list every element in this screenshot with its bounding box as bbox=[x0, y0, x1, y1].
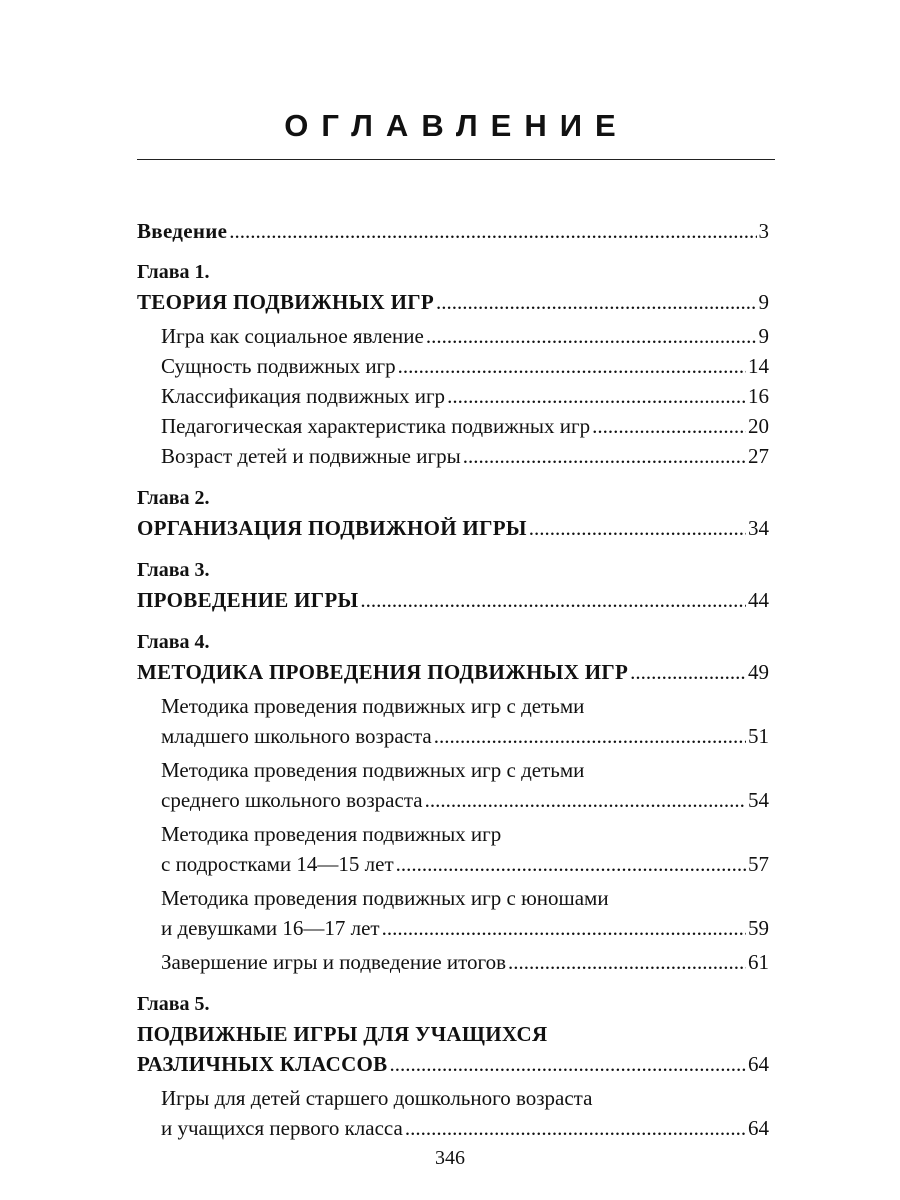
chapter-title: ТЕОРИЯ ПОДВИЖНЫХ ИГР bbox=[137, 290, 434, 314]
leader-dots bbox=[360, 585, 746, 615]
title-rule bbox=[137, 159, 775, 160]
toc-entry-line1: Методика проведения подвижных игр bbox=[161, 822, 502, 846]
chapter-label: Глава 1. bbox=[137, 261, 210, 283]
toc-entry-page: 64 bbox=[748, 1116, 769, 1140]
toc-entry-page: 3 bbox=[758, 219, 769, 243]
toc-entry-line2: с подростками 14—15 лет bbox=[161, 852, 394, 876]
chapter-page: 64 bbox=[748, 1052, 769, 1076]
chapter-page: 44 bbox=[748, 588, 769, 612]
toc-entry-page: 16 bbox=[748, 384, 769, 408]
chapter-page: 49 bbox=[748, 660, 769, 684]
toc-chapter-5 bbox=[137, 989, 769, 1143]
toc-entry-line2: и учащихся первого класса bbox=[161, 1116, 403, 1140]
leader-dots bbox=[508, 947, 746, 977]
toc-chapter-1 bbox=[137, 257, 769, 471]
chapter-title: ПРОВЕДЕНИЕ ИГРЫ bbox=[137, 588, 359, 612]
toc-entry-line1: Методика проведения подвижных игр с детьми bbox=[161, 694, 585, 718]
toc-entry[interactable] bbox=[137, 947, 769, 977]
leader-dots bbox=[382, 913, 746, 943]
toc-entry-label: Введение bbox=[137, 219, 228, 243]
toc-entry-label: Классификация подвижных игр bbox=[161, 384, 446, 408]
toc-entry-line2: среднего школьного возраста bbox=[161, 788, 423, 812]
chapter-label: Глава 3. bbox=[137, 559, 210, 581]
toc-entry-line1: Методика проведения подвижных игр с детьми bbox=[161, 758, 585, 782]
toc-entry-line2: и девушками 16—17 лет bbox=[161, 916, 380, 940]
chapter-page: 9 bbox=[758, 290, 769, 314]
chapter-title-row[interactable] bbox=[137, 585, 769, 615]
leader-dots bbox=[405, 1113, 746, 1143]
leader-dots bbox=[434, 721, 746, 751]
toc-entry-line1: Методика проведения подвижных игр с юношами bbox=[161, 886, 609, 910]
toc-entry-label: Возраст детей и подвижные игры bbox=[161, 444, 461, 468]
toc-entry-label: Сущность подвижных игр bbox=[161, 354, 396, 378]
toc-entry[interactable] bbox=[137, 819, 769, 879]
toc-intro bbox=[137, 216, 769, 246]
toc-entry-page: 61 bbox=[748, 950, 769, 974]
toc-entry-line2: младшего школьного возраста bbox=[161, 724, 432, 748]
toc-entry[interactable] bbox=[137, 411, 769, 441]
leader-dots bbox=[398, 351, 746, 381]
leader-dots bbox=[529, 513, 746, 543]
toc-entry-line1: Игры для детей старшего дошкольного возраста bbox=[161, 1086, 593, 1110]
toc-entry-label: Игра как социальное явление bbox=[161, 324, 424, 348]
page-title: ОГЛАВЛЕНИЕ bbox=[284, 108, 629, 143]
chapter-title: ОРГАНИЗАЦИЯ ПОДВИЖНОЙ ИГРЫ bbox=[137, 516, 527, 540]
leader-dots bbox=[396, 849, 746, 879]
toc-entry-label: Педагогическая характеристика подвижных игр bbox=[161, 414, 591, 438]
leader-dots bbox=[436, 287, 757, 317]
toc-entry-label: Завершение игры и подведение итогов bbox=[161, 950, 507, 974]
chapter-label: Глава 2. bbox=[137, 487, 210, 509]
toc-entry[interactable] bbox=[137, 1083, 769, 1143]
leader-dots bbox=[463, 441, 746, 471]
chapter-title-row[interactable] bbox=[137, 513, 769, 543]
chapter-title-line1[interactable]: ПОДВИЖНЫЕ ИГРЫ ДЛЯ УЧАЩИХСЯ bbox=[137, 1022, 548, 1046]
toc-entry-intro[interactable] bbox=[137, 216, 769, 246]
leader-dots bbox=[426, 321, 757, 351]
toc-chapter-3 bbox=[137, 555, 769, 615]
chapter-title-line2: РАЗЛИЧНЫХ КЛАССОВ bbox=[137, 1052, 388, 1076]
toc-entry-page: 51 bbox=[748, 724, 769, 748]
chapter-label: Глава 5. bbox=[137, 993, 210, 1015]
toc-entry-page: 54 bbox=[748, 788, 769, 812]
toc-entry[interactable] bbox=[137, 351, 769, 381]
leader-dots bbox=[592, 411, 746, 441]
toc-entry-page: 57 bbox=[748, 852, 769, 876]
chapter-title-row[interactable] bbox=[137, 1049, 769, 1079]
leader-dots bbox=[229, 216, 756, 246]
toc-entry[interactable] bbox=[137, 691, 769, 751]
chapter-page: 34 bbox=[748, 516, 769, 540]
toc-entry[interactable] bbox=[137, 381, 769, 411]
leader-dots bbox=[630, 657, 746, 687]
chapter-title-row[interactable] bbox=[137, 287, 769, 317]
leader-dots bbox=[425, 785, 746, 815]
toc-entry-page: 20 bbox=[748, 414, 769, 438]
toc-entry[interactable] bbox=[137, 755, 769, 815]
leader-dots bbox=[389, 1049, 746, 1079]
toc-entry[interactable] bbox=[137, 883, 769, 943]
toc-entry[interactable] bbox=[137, 321, 769, 351]
toc-entry-page: 27 bbox=[748, 444, 769, 468]
chapter-title: МЕТОДИКА ПРОВЕДЕНИЯ ПОДВИЖНЫХ ИГР bbox=[137, 660, 629, 684]
toc-entry-page: 59 bbox=[748, 916, 769, 940]
toc-chapter-4 bbox=[137, 627, 769, 977]
table-of-contents bbox=[137, 216, 769, 1155]
toc-chapter-2 bbox=[137, 483, 769, 543]
leader-dots bbox=[447, 381, 746, 411]
toc-entry[interactable] bbox=[137, 441, 769, 471]
chapter-title-row[interactable] bbox=[137, 657, 769, 687]
toc-entry-page: 14 bbox=[748, 354, 769, 378]
page-number: 346 bbox=[435, 1147, 465, 1169]
toc-entry-page: 9 bbox=[758, 324, 769, 348]
chapter-label: Глава 4. bbox=[137, 631, 210, 653]
